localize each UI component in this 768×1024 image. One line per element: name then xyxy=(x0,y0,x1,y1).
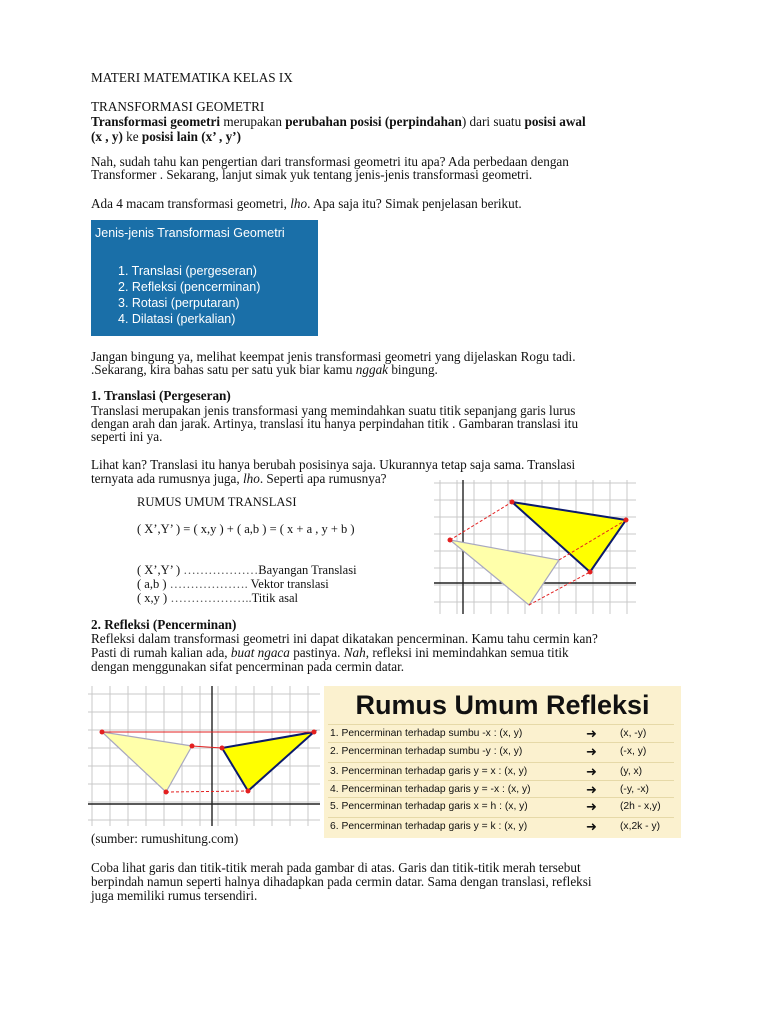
vertex-point xyxy=(164,790,169,795)
text-run: merupakan xyxy=(220,114,286,129)
types-banner xyxy=(91,220,318,336)
banner-title: Jenis-jenis Transformasi Geometri xyxy=(95,226,285,240)
paragraph-line: dengan menggunakan sifat pencerminan pada cermin datar. xyxy=(91,659,405,674)
paragraph-line: Lihat kan? Translasi itu hanya berubah posisinya saja. Ukurannya tetap saja sama. Translasi xyxy=(91,457,576,472)
vertex-point xyxy=(624,518,629,523)
formula-row xyxy=(328,780,674,798)
paragraph-line: Jangan bingung ya, melihat keempat jenis transformasi geometri yang dijelaskan Rogu tadi. xyxy=(91,349,576,364)
banner-item: 3. Rotasi (perputaran) xyxy=(118,296,240,310)
arrow-icon: ➜ xyxy=(586,819,597,834)
vertex-point xyxy=(510,500,515,505)
definition-line-2 xyxy=(91,129,241,144)
document-heading: MATERI MATEMATIKA KELAS IX xyxy=(91,70,293,85)
formula-result: (x, -y) xyxy=(620,728,647,739)
formula-row xyxy=(328,762,674,780)
formula-text: 4. Pencerminan terhadap garis y = -x : (x, y) xyxy=(330,784,531,795)
original-triangle xyxy=(450,540,559,605)
vertex-point xyxy=(220,746,225,751)
formula-text: 6. Pencerminan terhadap garis y = k : (x, y) xyxy=(330,821,528,832)
translation-figure xyxy=(434,480,636,614)
banner-item: 1. Translasi (pergeseran) xyxy=(118,264,257,278)
bold-term: posisi awal xyxy=(524,114,586,129)
formula-result: (-x, y) xyxy=(620,746,647,757)
vertex-point xyxy=(312,730,317,735)
formula-text: 3. Pencerminan terhadap garis y = x : (x, y) xyxy=(330,766,528,777)
translasi-title: 1. Translasi (Pergeseran) xyxy=(91,388,231,403)
bold-term: perubahan posisi (perpindahan xyxy=(285,114,462,129)
refleksi-title: 2. Refleksi (Pencerminan) xyxy=(91,617,237,632)
paragraph-line: Pasti di rumah kalian ada, buat ngaca pastinya. Nah, refleksi ini memindahkan semua titik xyxy=(91,645,569,660)
paragraph-line: ternyata ada rumusnya juga, lho. Seperti apa rumusnya? xyxy=(91,471,387,486)
formula-row xyxy=(328,817,674,835)
vertex-point xyxy=(100,730,105,735)
formula-row xyxy=(328,797,674,815)
arrow-icon: ➜ xyxy=(586,799,597,814)
formula-row xyxy=(328,724,674,742)
paragraph-line: Translasi merupakan jenis transformasi yang memindahkan suatu titik sepanjang garis lurus xyxy=(91,403,576,418)
source-caption: (sumber: rumushitung.com) xyxy=(91,831,239,846)
arrow-icon: ➜ xyxy=(586,782,597,797)
vertex-point xyxy=(588,570,593,575)
formula-result: (y, x) xyxy=(620,766,643,777)
intro-paragraph-line: Transformer . Sekarang, lanjut simak yuk tentang jenis-jenis transformasi geometri. xyxy=(91,167,533,182)
banner-item: 2. Refleksi (pencerminan) xyxy=(118,280,261,294)
definition-line-1 xyxy=(91,114,586,129)
formula-title: RUMUS UMUM TRANSLASI xyxy=(137,495,297,509)
arrow-icon: ➜ xyxy=(586,726,597,741)
vertex-point xyxy=(246,789,251,794)
text-run: ke xyxy=(122,129,142,144)
arrow-icon: ➜ xyxy=(586,764,597,779)
panel-title: Rumus Umum Refleksi xyxy=(355,690,650,720)
formula-text: 1. Pencerminan terhadap sumbu -x : (x, y) xyxy=(330,728,523,739)
reflection-figure xyxy=(88,686,320,826)
vertex-point xyxy=(190,744,195,749)
paragraph-line: Coba lihat garis dan titik-titik merah pada gambar di atas. Garis dan titik-titik merah tersebut xyxy=(91,860,581,875)
paragraph-line: juga memiliki rumus tersendiri. xyxy=(91,888,258,903)
formula-row xyxy=(328,742,674,760)
intro-paragraph-line: Nah, sudah tahu kan pengertian dari transformasi geometri itu apa? Ada perbedaan dengan xyxy=(91,154,569,169)
legend-row: ( x,y ) ………………..Titik asal xyxy=(137,591,299,605)
formula-text: 2. Pencerminan terhadap sumbu -y : (x, y) xyxy=(330,746,523,757)
translation-formula: ( X’,Y’ ) = ( x,y ) + ( a,b ) = ( x + a , y + b ) xyxy=(137,522,355,536)
banner-item: 4. Dilatasi (perkalian) xyxy=(118,312,236,326)
bold-term: (x , y) xyxy=(91,129,123,144)
vertex-point xyxy=(448,538,453,543)
original-triangle xyxy=(102,732,192,792)
paragraph-line: dengan arah dan jarak. Artinya, translasi itu hanya perpindahan titik . Gambaran translasi itu xyxy=(91,416,579,431)
formula-result: (2h - x,y) xyxy=(620,801,661,812)
reflection-formula-panel xyxy=(324,686,681,838)
bold-term: posisi lain (x’ , y’) xyxy=(141,129,241,144)
legend-row: ( X’,Y’ ) ………………Bayangan Translasi xyxy=(137,563,357,577)
paragraph-line: .Sekarang, kira bahas satu per satu yuk biar kamu nggak bingung. xyxy=(91,362,438,377)
arrow-icon: ➜ xyxy=(586,744,597,759)
section-title: TRANSFORMASI GEOMETRI xyxy=(91,99,265,114)
formula-result: (-y, -x) xyxy=(620,784,649,795)
formula-text: 5. Pencerminan terhadap garis x = h : (x, y) xyxy=(330,801,528,812)
text-run: ) dari suatu xyxy=(461,114,525,129)
paragraph-line: seperti ini ya. xyxy=(91,429,163,444)
bold-term: Transformasi geometri xyxy=(91,114,221,129)
legend-row: ( a,b ) ………………. Vektor translasi xyxy=(137,577,329,591)
paragraph-line: berpindah namun seperti halnya dihadapkan pada cermin datar. Sama dengan translasi, refleksi xyxy=(91,874,592,889)
paragraph-line: Refleksi dalam transformasi geometri ini dapat dikatakan pencerminan. Kamu tahu cermin kan? xyxy=(91,631,598,646)
formula-result: (x,2k - y) xyxy=(620,821,661,832)
intro-types-sentence: Ada 4 macam transformasi geometri, lho. Apa saja itu? Simak penjelasan berikut. xyxy=(91,196,522,211)
